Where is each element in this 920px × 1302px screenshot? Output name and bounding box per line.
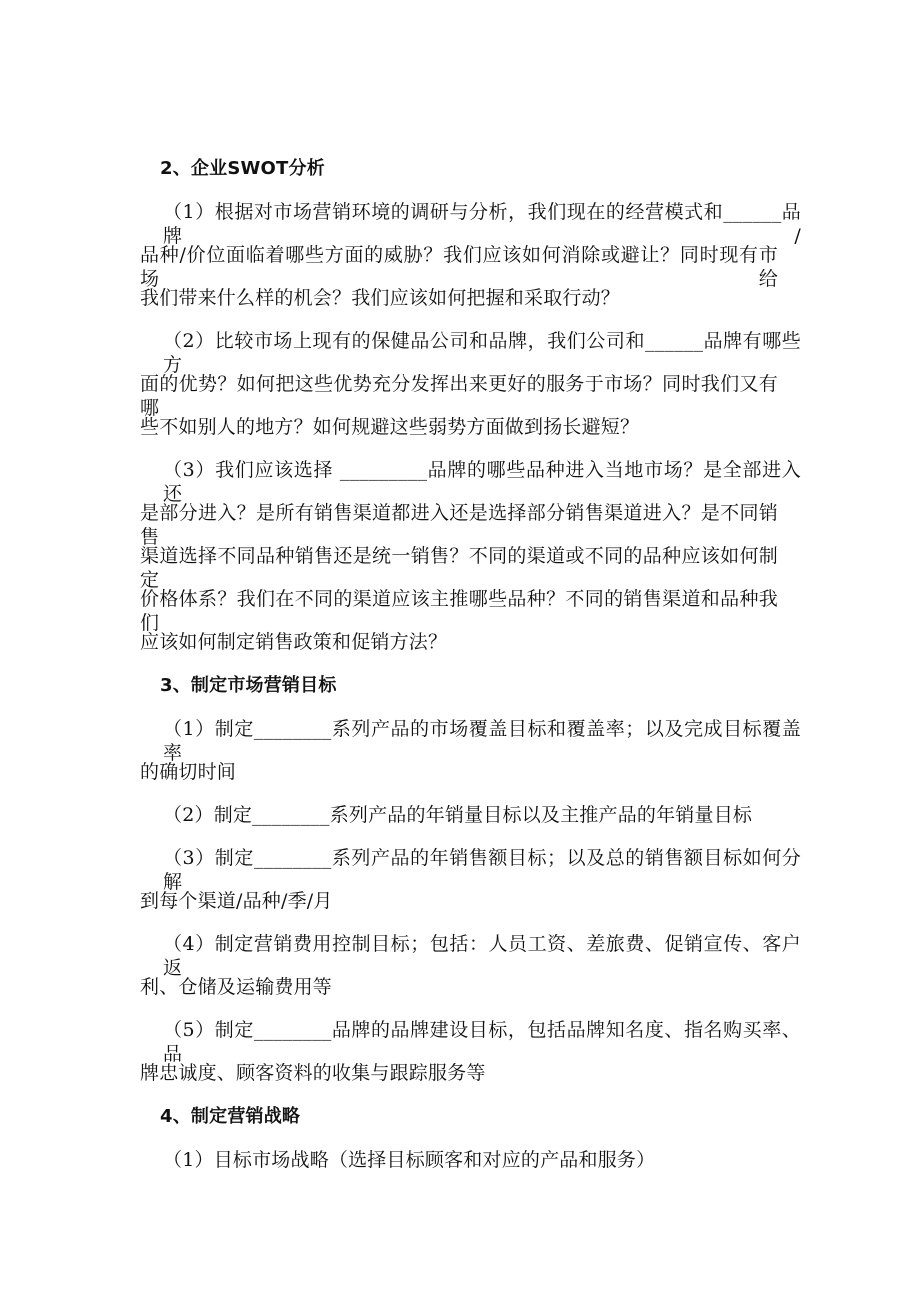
section-heading-swot: 2、企业SWOT分析 <box>160 158 325 179</box>
paragraph-line: （4）制定营销费用控制目标；包括：人员工资、差旅费、促销宣传、客户返 <box>163 933 801 979</box>
paragraph-line: 面的优势？如何把这些优势充分发挥出来更好的服务于市场？同时我们又有哪 <box>140 373 778 419</box>
paragraph-line: （1）根据对市场营销环境的调研与分析，我们现在的经营模式和______品牌/ <box>163 201 801 247</box>
paragraph-line: 些不如别人的地方？如何规避这些弱势方面做到扬长避短？ <box>140 416 640 438</box>
paragraph-line: （3）我们应该选择 _________品牌的哪些品种进入当地市场？是全部进入还 <box>163 459 801 505</box>
paragraph-line: （2）比较市场上现有的保健品公司和品牌，我们公司和______品牌有哪些方 <box>163 330 801 376</box>
paragraph-line: （1）制定________系列产品的市场覆盖目标和覆盖率；以及完成目标覆盖率 <box>163 718 801 764</box>
paragraph-line: 到每个渠道/品种/季/月 <box>140 890 333 912</box>
paragraph-line: 的确切时间 <box>140 761 237 783</box>
paragraph-line: 利、仓储及运输费用等 <box>140 976 333 998</box>
paragraph-line: （3）制定________系列产品的年销售额目标；以及总的销售额目标如何分解 <box>163 847 801 893</box>
paragraph-line: （2）制定________系列产品的年销量目标以及主推产品的年销量目标 <box>163 804 753 826</box>
paragraph-line: 牌忠诚度、顾客资料的收集与跟踪服务等 <box>140 1062 486 1084</box>
section-heading-strategy: 4、制定营销战略 <box>160 1106 301 1127</box>
paragraph-line: （1）目标市场战略（选择目标顾客和对应的产品和服务） <box>163 1149 656 1171</box>
paragraph-line: 价格体系？我们在不同的渠道应该主推哪些品种？不同的销售渠道和品种我们 <box>140 588 778 634</box>
section-heading-targets: 3、制定市场营销目标 <box>160 675 337 696</box>
paragraph-line: 品种/价位面临着哪些方面的威胁？我们应该如何消除或避让？同时现有市场给 <box>140 244 778 290</box>
paragraph-line: 我们带来什么样的机会？我们应该如何把握和采取行动？ <box>140 287 621 309</box>
paragraph-line: （5）制定________品牌的品牌建设目标，包括品牌知名度、指名购买率、品 <box>163 1019 801 1065</box>
paragraph-line: 是部分进入？是所有销售渠道都进入还是选择部分销售渠道进入？是不同销售 <box>140 502 778 548</box>
paragraph-line: 渠道选择不同品种销售还是统一销售？不同的渠道或不同的品种应该如何制定 <box>140 545 778 591</box>
paragraph-line: 应该如何制定销售政策和促销方法？ <box>140 631 448 653</box>
